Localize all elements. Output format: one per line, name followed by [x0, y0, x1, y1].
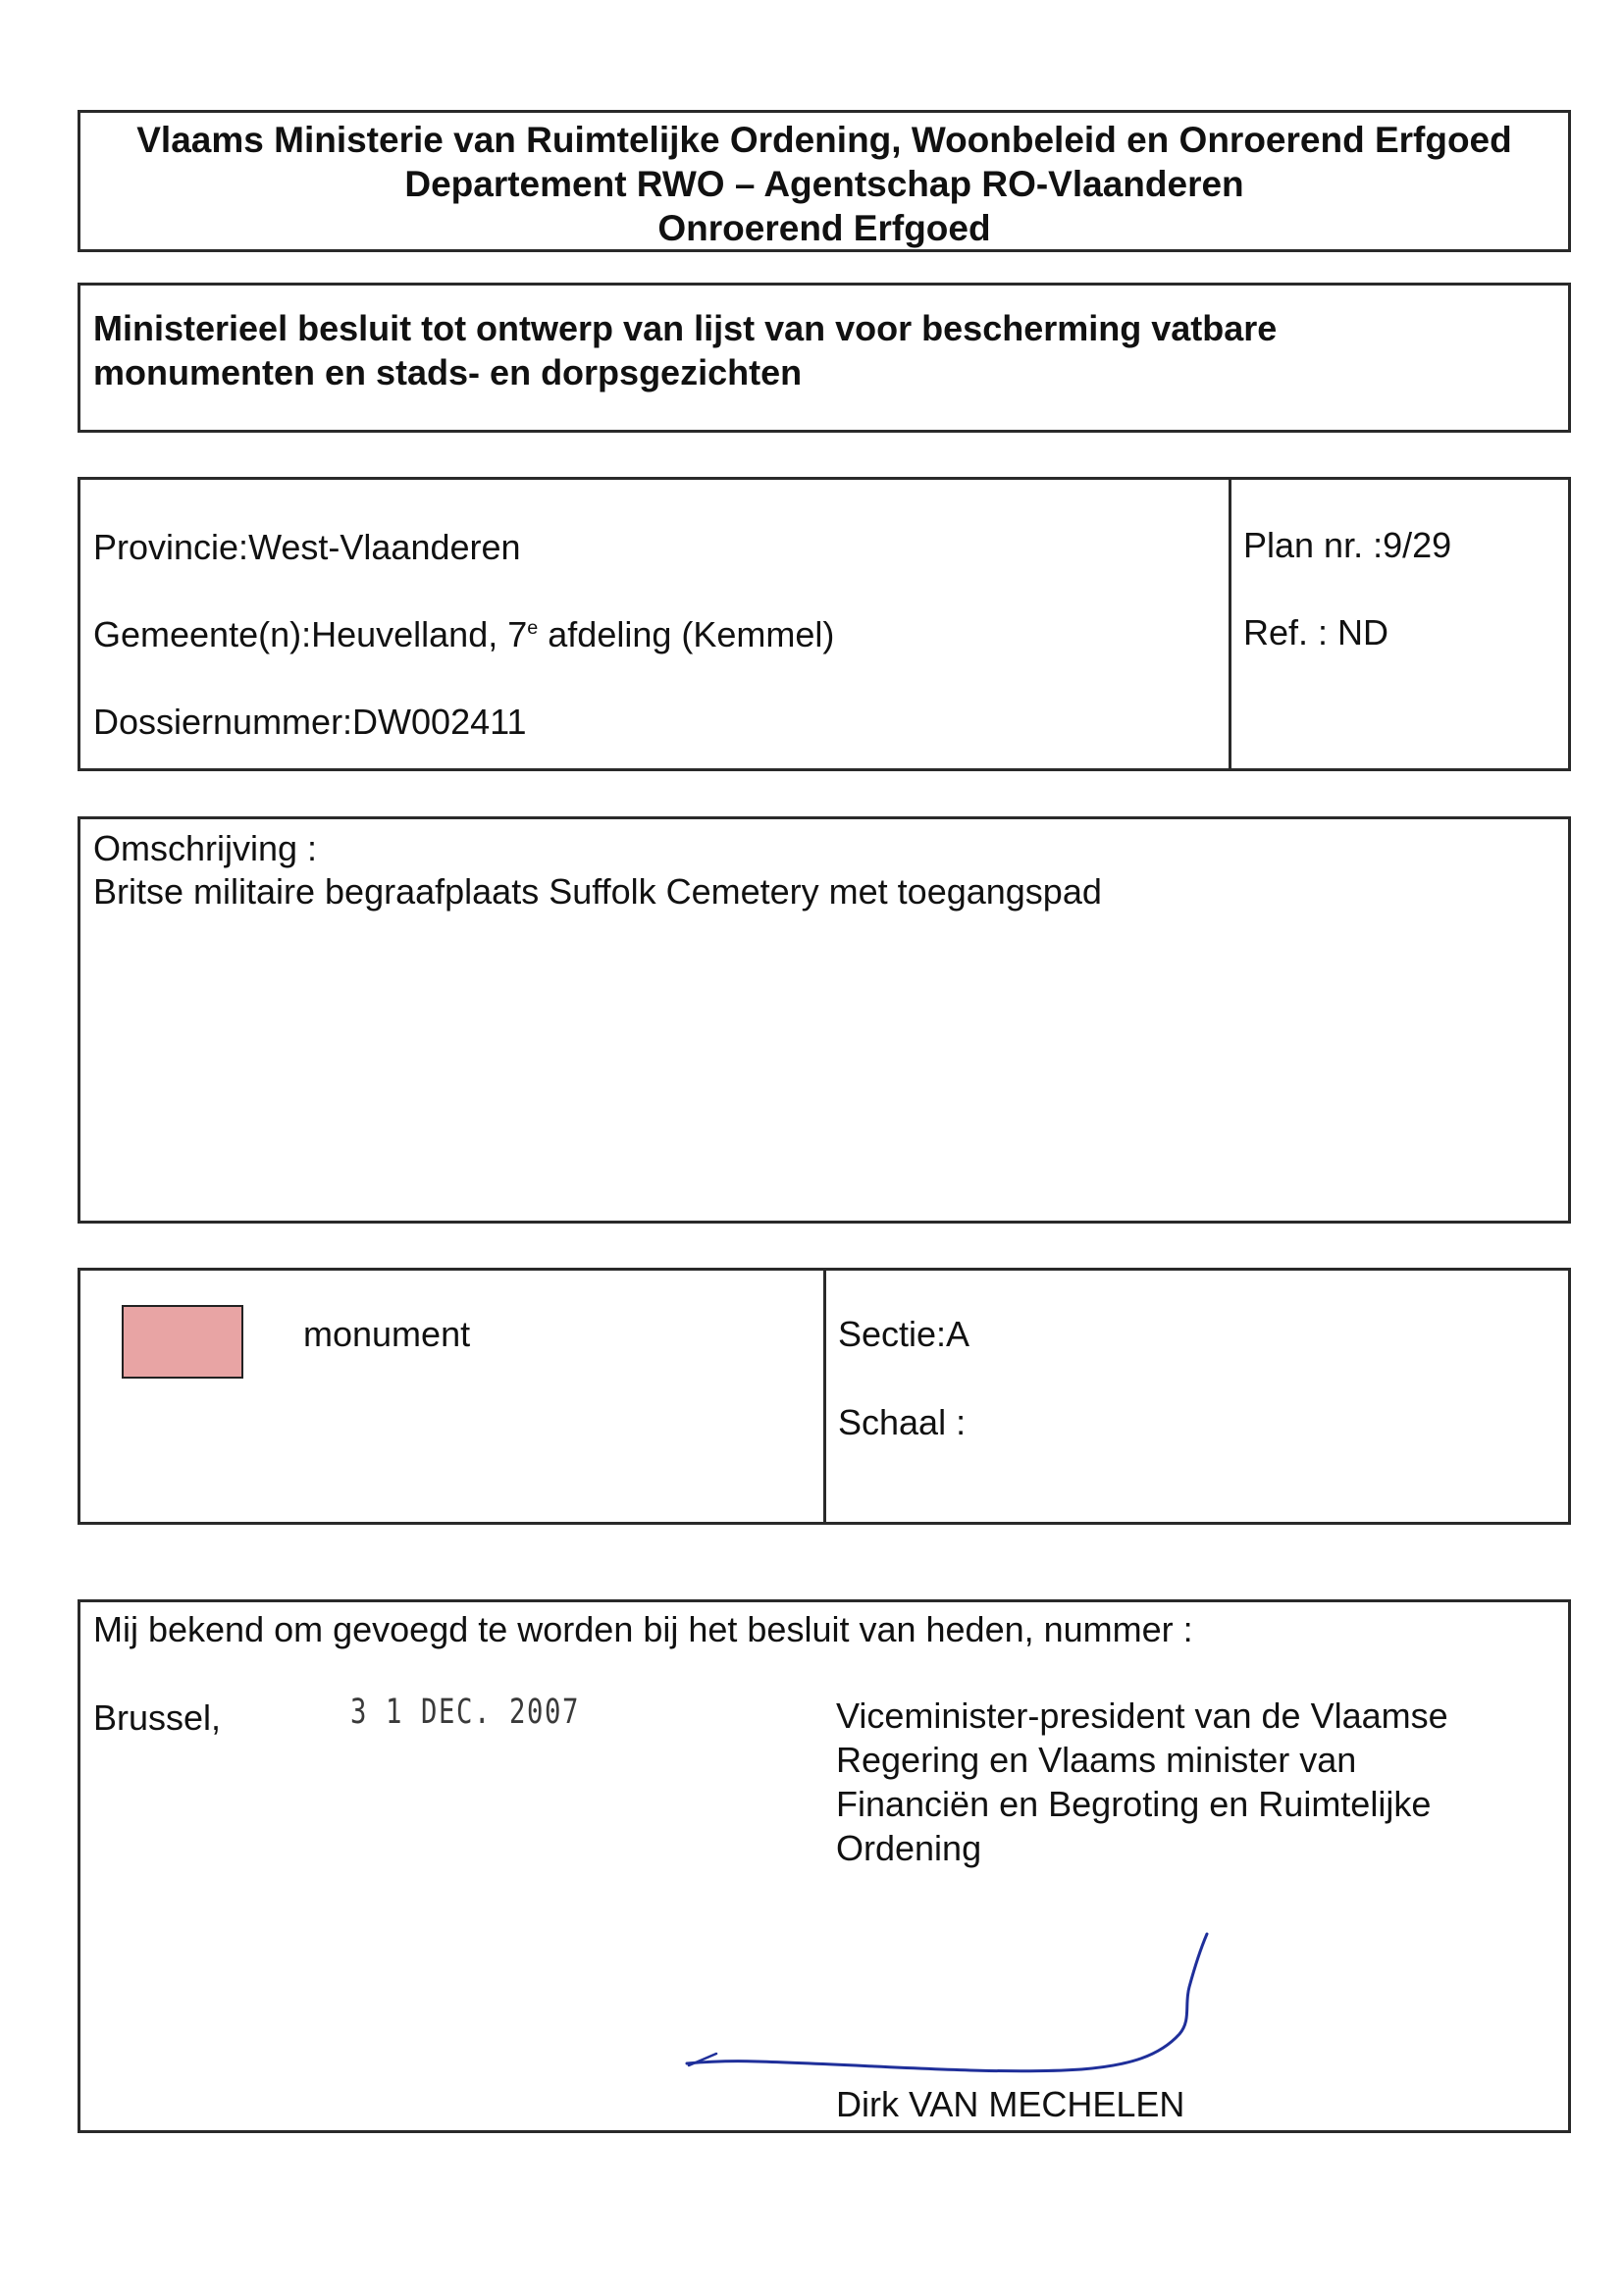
handwritten-signature [669, 1926, 1219, 2093]
document-title-line-2: monumenten en stads- en dorpsgezichten [93, 352, 803, 392]
ministry-header [78, 110, 1571, 252]
reference-field: Ref. : ND [1243, 612, 1389, 652]
gemeente-suffix: afdeling (Kemmel) [538, 614, 835, 654]
gemeente-prefix: Gemeente(n):Heuvelland, 7 [93, 614, 528, 654]
signer-title-line-2: Regering en Vlaams minister van [836, 1740, 1357, 1780]
department-name: Departement RWO – Agentschap RO-Vlaanderen [404, 164, 1244, 204]
description-label: Omschrijving : [93, 828, 318, 868]
signature-intro: Mij bekend om gevoegd te worden bij het besluit van heden, nummer : [93, 1609, 1193, 1649]
description-box [78, 816, 1571, 1224]
document-title-box [78, 283, 1571, 433]
gemeente-superscript: e [527, 617, 539, 639]
legend-divider [823, 1271, 826, 1522]
sectie-field: Sectie:A [838, 1314, 970, 1354]
description-text: Britse militaire begraafplaats Suffolk Cemetery met toegangspad [93, 871, 1102, 912]
plan-number-field: Plan nr. :9/29 [1243, 525, 1452, 565]
ministry-name: Vlaams Ministerie van Ruimtelijke Ordening, Woonbeleid en Onroerend Erfgoed [136, 120, 1512, 160]
dossiernummer-field: Dossiernummer:DW002411 [93, 702, 527, 742]
gemeente-field [93, 613, 834, 656]
provincie-field: Provincie:West-Vlaanderen [93, 527, 521, 567]
signature-place: Brussel, [93, 1697, 222, 1738]
signer-title-line-4: Ordening [836, 1828, 982, 1868]
agency-name: Onroerend Erfgoed [657, 208, 991, 248]
legend-box [78, 1268, 1571, 1525]
schaal-field: Schaal : [838, 1402, 967, 1442]
signer-name: Dirk VAN MECHELEN [836, 2084, 1185, 2124]
monument-legend-label: monument [303, 1314, 471, 1354]
date-stamp: 3 1 DEC. 2007 [350, 1693, 580, 1732]
signature-box [78, 1599, 1571, 2133]
signer-title-line-3: Financiën en Begroting en Ruimtelijke [836, 1784, 1432, 1824]
info-divider [1229, 480, 1231, 768]
signer-title-line-1: Viceminister-president van de Vlaamse [836, 1696, 1448, 1736]
monument-color-swatch [122, 1305, 243, 1379]
document-title-line-1: Ministerieel besluit tot ontwerp van lijst van voor bescherming vatbare [93, 308, 1278, 348]
location-info-box [78, 477, 1571, 771]
